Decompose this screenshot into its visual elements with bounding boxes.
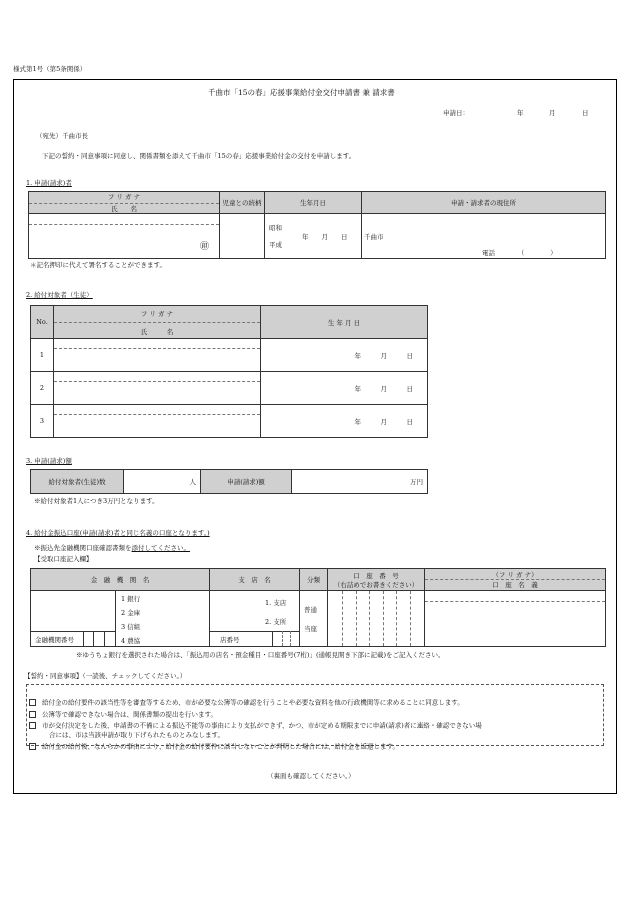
bank-name-header: 金 融 機 関 名 [31,569,210,591]
amount-field[interactable]: 万円 [292,470,428,494]
student-birth-header: 生 年 月 日 [261,306,428,339]
section1-heading: 1. 申請(請求)者 [26,179,72,187]
address-field[interactable] [362,214,606,259]
section2-heading: 2. 給付対象者（生徒） [26,291,93,299]
row-number: 1 [31,339,54,372]
student-birth-field[interactable]: 年 月 日 [261,372,428,405]
birth-label: 生年月日 [265,192,362,214]
pledge-text: 給付金の給付後、なんらかの事由により、給付金の給付要件に該当しないことが判明した場合には、給付金を返還します。 [42,742,399,751]
student-name-field[interactable] [54,405,261,438]
account-type-field[interactable] [300,591,328,647]
footer-note: （裏面も確認してください。） [267,772,355,780]
checkbox[interactable] [29,699,36,706]
pledge-box [26,684,604,751]
account-holder-field[interactable] [425,591,606,647]
attach-note: ※振込先金融機関口座確認書類を [34,544,132,552]
student-name-field[interactable] [54,372,261,405]
table-row [31,339,428,372]
page-title: 千曲市「15の春」応援事業給付金交付申請書 兼 請求書 [208,88,395,97]
row-number: 3 [31,405,54,438]
fill-heading: 【受取口座記入欄】 [34,555,93,563]
type-header: 分類 [300,569,328,591]
pledge-item [29,722,482,729]
bank-code-label: 金融機関番号 [35,636,74,644]
apply-date-year: 年 [517,109,524,117]
bank-type-credit-union: 3 信組 [121,623,141,631]
bank-table [30,568,606,647]
pledge-text: 公簿等で確認できない場合は、関係書類の提出を行います。 [42,710,217,719]
pledge-heading: 【誓約・同意事項】（一読後、チェックしてください。） [24,672,187,680]
applicant-birth-field[interactable] [265,214,362,259]
section1-note: ＊記名押印に代えて署名することができます。 [30,261,166,269]
furigana-label: フ リ ガ ナ [107,193,141,201]
branch-header: 支 店 名 [210,569,300,591]
pledge-text: 市が交付決定をした後、申請書の不備による振込不能等の事由により支払ができず、かつ、市が定める期限までに申請(請求)者に連絡・確認できない場 [42,721,482,730]
relation-label: 児童との続柄 [220,192,265,214]
student-name-header: 氏 名 [54,322,260,336]
type-ordinary: 普通 [304,606,317,614]
seal-mark: ㊞ [199,242,209,252]
era-heisei: 平成 [269,241,282,249]
type-current: 当座 [304,625,317,633]
checkbox[interactable] [29,722,36,729]
applicant-name-field[interactable] [29,214,220,259]
account-number-header: 口 座 番 号 [353,571,399,580]
bank-type-ja: 4 農協 [121,637,141,645]
student-table [30,305,428,438]
no-header: No. [31,306,54,339]
pledge-text: 給付金の給付要件の該当性等を審査等するため、市が必要な公簿等の確認を行うことや必要な資料を他の行政機関等に求めることに同意します。 [42,698,464,707]
holder-furigana-header: （フ リ ガ ナ） [492,571,538,579]
checkbox[interactable] [29,743,36,750]
account-number-field[interactable] [328,591,425,647]
address-label: 申請・請求者の現住所 [362,192,606,214]
account-number-subheader: （右詰めでお書きください） [333,580,419,589]
attach-note-underlined: 添付してください。 [131,544,190,552]
telephone-label: 電話 （ ） [482,249,557,257]
address-city: 千曲市 [364,233,384,241]
birth-ymd: 年 月 日 [302,233,348,241]
branch-type-branch: 1. 支店 [265,599,287,607]
branch-type-office: 2. 支所 [265,618,287,626]
branch-field[interactable] [210,591,300,647]
applicant-table [28,191,606,259]
name-label: 氏 名 [29,203,219,213]
pledge-item-cont: 合には、市は当該申請が取り下げられたものとみなします。 [49,731,224,739]
bank-name-field[interactable] [31,591,210,647]
student-name-field[interactable] [54,339,261,372]
amount-label: 申請(請求)額 [201,470,292,494]
section4-heading: 4. 給付金振込口座(申請(請求)者と同じ名義の口座となります。) [26,529,210,537]
count-field[interactable]: 人 [124,470,201,494]
row-number: 2 [31,372,54,405]
checkbox[interactable] [29,711,36,718]
apply-date-label: 申請日： [443,109,469,117]
bank-type-shinkin: 2 金庫 [121,609,141,617]
count-label: 給付対象者(生徒)数 [31,470,124,494]
branch-code-label: 店番号 [220,636,240,644]
student-birth-field[interactable]: 年 月 日 [261,405,428,438]
era-showa: 昭和 [269,224,282,232]
student-birth-field[interactable]: 年 月 日 [261,339,428,372]
form-number: 様式第1号（第5条関係） [13,65,87,73]
holder-header: 口 座 名 義 [425,579,605,589]
section4-note [34,545,190,552]
table-row [31,372,428,405]
amount-table [30,469,428,494]
bank-type-bank: 1 銀行 [121,595,141,603]
section3-note: ※給付対象者1人につき3万円となります。 [34,497,159,505]
table-row [31,405,428,438]
yucho-note: ※ゆうちょ銀行を選択された場合は、「振込用の店名・預金種目・口座番号(7桁)」(通帳見開き下部に記載)をご記入ください。 [76,651,445,659]
addressee: （宛先）千曲市長 [36,132,88,140]
pledge-item [29,711,217,718]
pledge-item [29,699,464,706]
intro-text: 下記の誓約・同意事項に同意し、関係書類を添えて千曲市「15の春」応援事業給付金の交付を申請します。 [42,152,356,160]
section3-heading: 3. 申請(請求)額 [26,457,72,465]
student-furigana-header: フ リ ガ ナ [140,309,174,318]
apply-date-month: 月 [549,109,556,117]
apply-date-day: 日 [582,109,589,117]
pledge-item [29,743,399,750]
relation-field[interactable] [220,214,265,259]
